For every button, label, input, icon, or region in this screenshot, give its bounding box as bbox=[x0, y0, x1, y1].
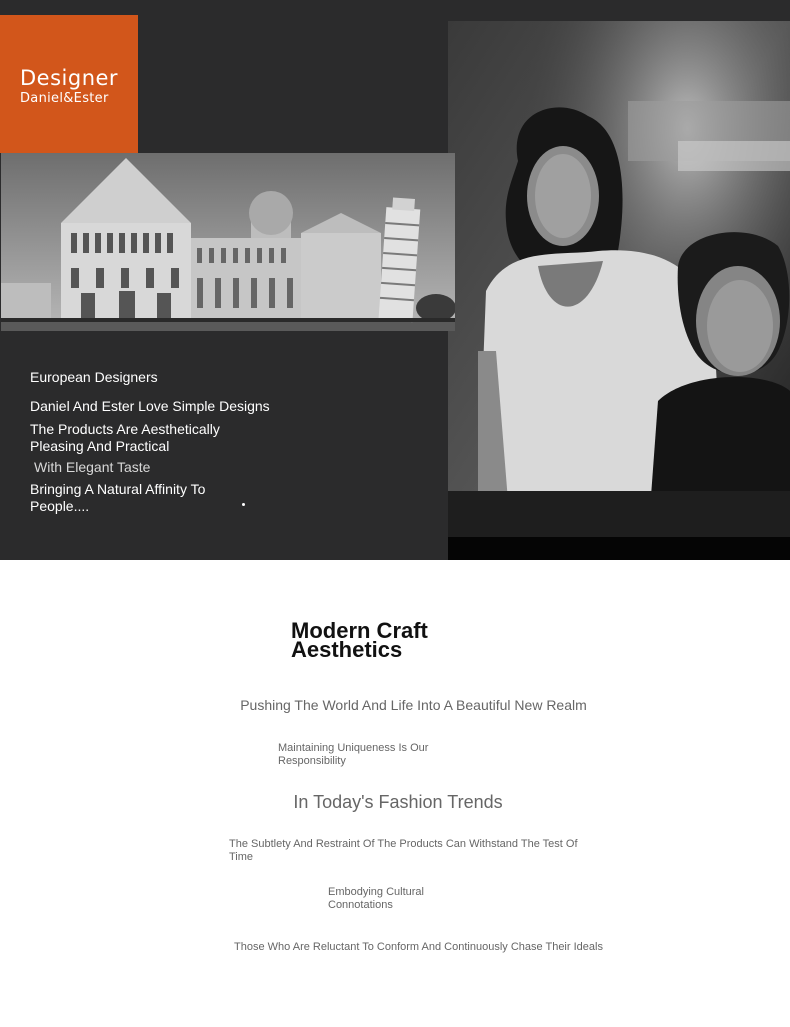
brand-title: Designer bbox=[20, 66, 119, 90]
hero-line-natural-affinity: Bringing A Natural Affinity To People.... bbox=[30, 481, 206, 514]
content-line-6: Those Who Are Reluctant To Conform And Continuously Chase Their Ideals bbox=[234, 941, 603, 953]
content-section bbox=[0, 560, 790, 1027]
cathedral-photo bbox=[1, 153, 455, 331]
content-line-5: Embodying Cultural Connotations bbox=[328, 886, 424, 911]
designers-portrait-photo bbox=[448, 21, 790, 560]
content-line-4: The Subtlety And Restraint Of The Products Can Withstand The Test Of Time bbox=[229, 838, 578, 863]
content-line-3: In Today's Fashion Trends bbox=[293, 792, 503, 812]
content-line-1: Pushing The World And Life Into A Beautiful New Realm bbox=[240, 697, 587, 713]
hero-line-elegant-taste: With Elegant Taste bbox=[34, 459, 151, 475]
hero-line-simple-designs: Daniel And Ester Love Simple Designs bbox=[30, 398, 270, 414]
brand-subtitle: Daniel&Ester bbox=[20, 91, 109, 106]
hero-line-european-designers: European Designers bbox=[30, 369, 158, 385]
brand-logo-block[interactable] bbox=[0, 15, 138, 153]
decorative-dot bbox=[242, 503, 245, 506]
hero-line-aesthetically-pleasing: The Products Are Aesthetically Pleasing And Practical bbox=[30, 421, 220, 454]
content-line-2: Maintaining Uniqueness Is Our Responsibility bbox=[278, 742, 429, 767]
section-title: Modern Craft Aesthetics bbox=[291, 618, 428, 662]
